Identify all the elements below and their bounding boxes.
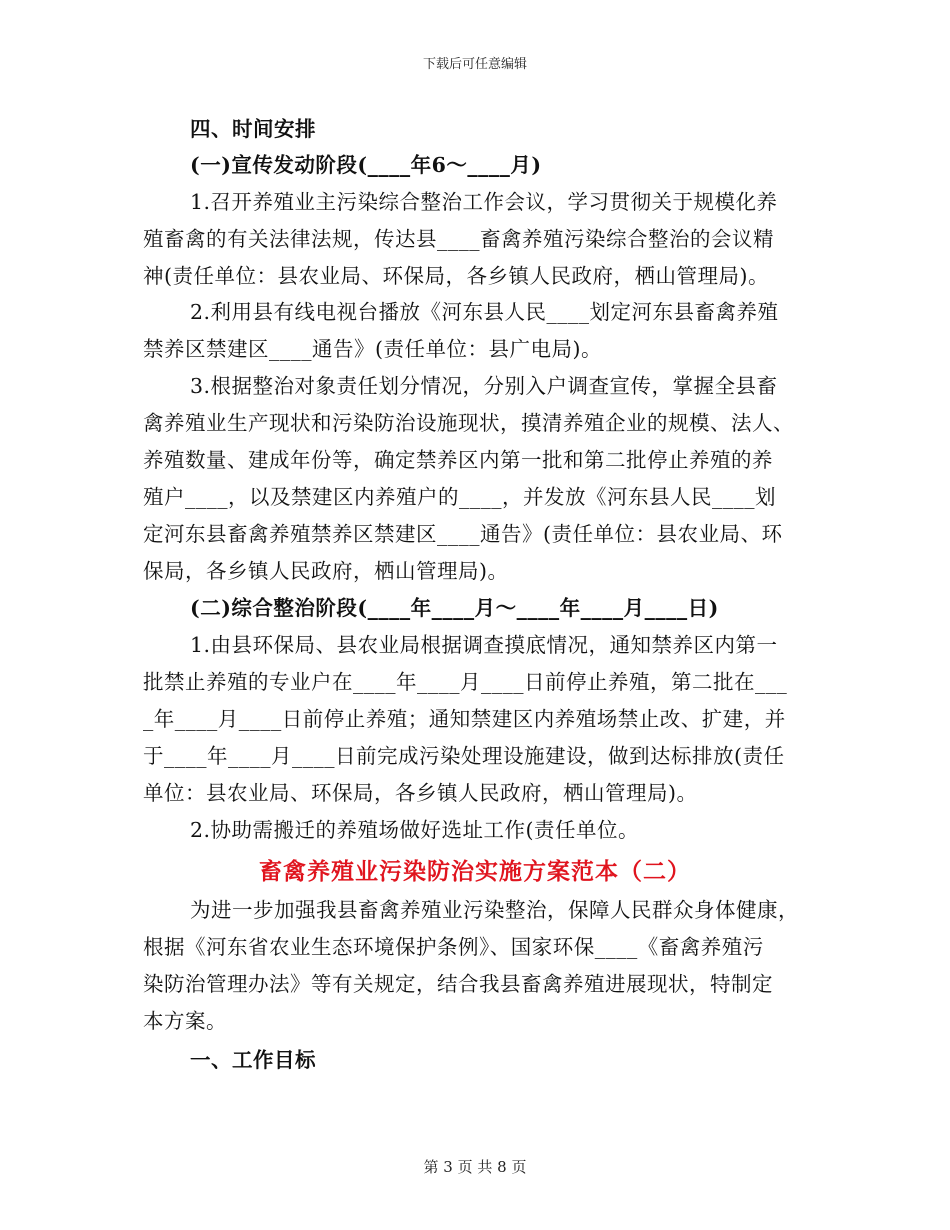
paragraph-line: 3.根据整治对象责任划分情况，分别入户调查宣传，掌握全县畜 bbox=[190, 374, 778, 398]
paragraph-line: 于____年____月____日前完成污染处理设施建设，做到达标排放(责任 bbox=[143, 744, 785, 768]
paragraph-line: 保局，各乡镇人民政府，栖山管理局)。 bbox=[143, 559, 509, 583]
heading-publicity-stage: (一)宣传发动阶段(____年6～____月) bbox=[190, 153, 542, 177]
paragraph-line: 染防治管理办法》等有关规定，结合我县畜禽养殖进展现状，特制定 bbox=[143, 972, 773, 996]
section-title: 畜禽养殖业污染防治实施方案范本（二） bbox=[259, 858, 691, 885]
paragraph-line: 本方案。 bbox=[143, 1009, 227, 1033]
paragraph-line: 1.召开养殖业主污染综合整治工作会议，学习贯彻关于规模化养 bbox=[190, 190, 778, 214]
paragraph-line: 禽养殖业生产现状和污染防治设施现状，摸清养殖企业的规模、法人、 bbox=[143, 411, 794, 435]
heading-schedule: 四、时间安排 bbox=[190, 117, 316, 141]
paragraph-line: 根据《河东省农业生态环境保护条例》、国家环保____《畜禽养殖污 bbox=[143, 935, 764, 959]
paragraph-line: _年____月____日前停止养殖；通知禁建区内养殖场禁止改、扩建，并 bbox=[143, 707, 786, 731]
paragraph-line: 养殖数量、建成年份等，确定禁养区内第一批和第二批停止养殖的养 bbox=[143, 448, 773, 472]
paragraph-line: 1.由县环保局、县农业局根据调查摸底情况，通知禁养区内第一 bbox=[190, 633, 778, 657]
page-header-note: 下载后可任意编辑 bbox=[422, 57, 527, 72]
page-number: 第 3 页 共 8 页 bbox=[423, 1158, 527, 1176]
paragraph-line: 禁养区禁建区____通告》(责任单位：县广电局)。 bbox=[143, 337, 602, 361]
paragraph-line: 神(责任单位：县农业局、环保局，各乡镇人民政府，栖山管理局)。 bbox=[143, 264, 769, 288]
paragraph-line: 批禁止养殖的专业户在____年____月____日前停止养殖，第二批在___ bbox=[143, 670, 788, 694]
heading-work-goal: 一、工作目标 bbox=[190, 1048, 316, 1072]
paragraph-line: 定河东县畜禽养殖禁养区禁建区____通告》(责任单位：县农业局、环 bbox=[143, 522, 783, 546]
paragraph-line: 殖户____，以及禁建区内养殖户的____，并发放《河东县人民____划 bbox=[143, 485, 776, 509]
paragraph-line: 单位：县农业局、环保局，各乡镇人民政府，栖山管理局)。 bbox=[143, 781, 698, 805]
paragraph-line: 殖畜禽的有关法律法规，传达县____畜禽养殖污染综合整治的会议精 bbox=[143, 227, 774, 251]
paragraph-line: 2.利用县有线电视台播放《河东县人民____划定河东县畜禽养殖 bbox=[190, 300, 779, 324]
paragraph-line: 为进一步加强我县畜禽养殖业污染整治，保障人民群众身体健康， bbox=[190, 898, 799, 922]
heading-rectification-stage: (二)综合整治阶段(____年____月～____年____月____日) bbox=[190, 596, 719, 620]
paragraph-line: 2.协助需搬迁的养殖场做好选址工作(责任单位。 bbox=[190, 818, 640, 842]
